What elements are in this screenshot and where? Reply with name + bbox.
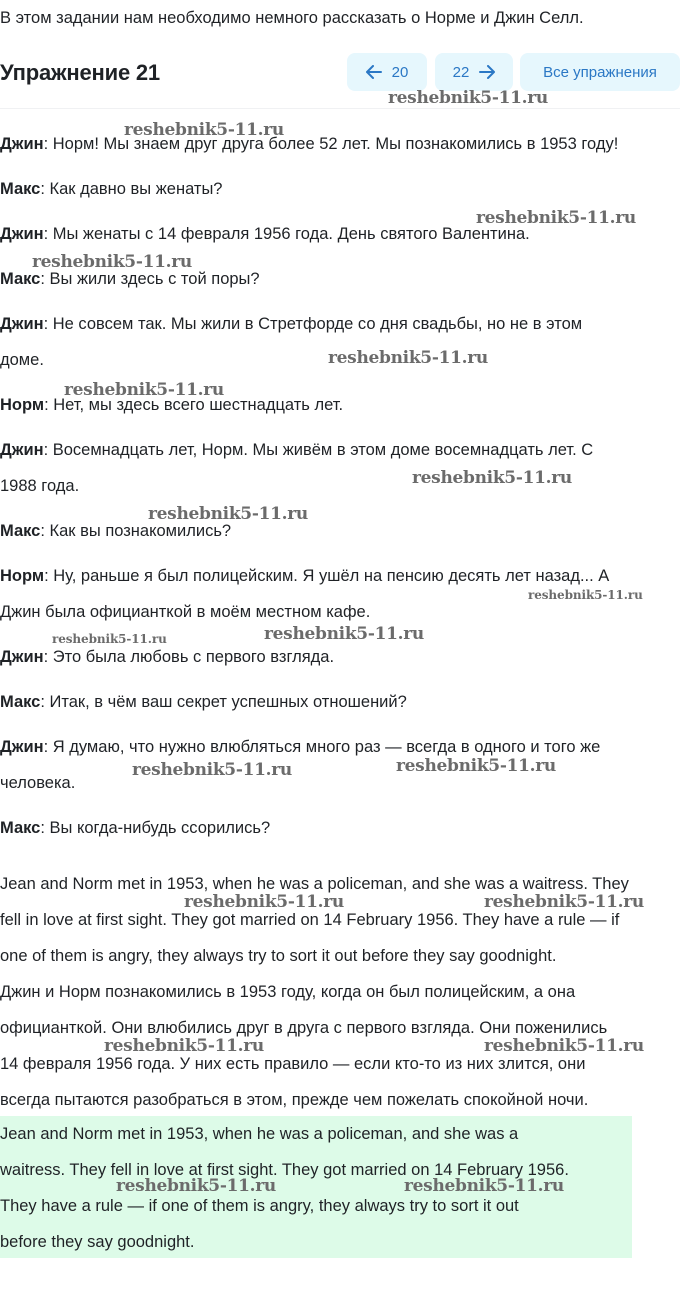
watermark: reshebnik5-11.ru bbox=[132, 760, 292, 780]
dialogue-text: : Ну, раньше я был полицейским. Я ушёл на пенсию десять лет назад... А bbox=[44, 567, 610, 585]
dialogue-text: : Вы когда-нибудь ссорились? bbox=[40, 819, 271, 837]
watermark: reshebnik5-11.ru bbox=[32, 252, 192, 272]
next-exercise-button[interactable] bbox=[435, 53, 513, 91]
speaker-name: Джин bbox=[0, 648, 44, 666]
watermark: reshebnik5-11.ru bbox=[396, 756, 556, 776]
speaker-name: Макс bbox=[0, 693, 41, 711]
watermark: reshebnik5-11.ru bbox=[148, 504, 308, 524]
watermark: reshebnik5-11.ru bbox=[64, 380, 224, 400]
dialogue-text: : Не совсем так. Мы жили в Стретфорде со дня свадьбы, но не в этом bbox=[43, 315, 583, 333]
dialogue-text: : Норм! Мы знаем друг друга более 52 лет. Мы познакомились в 1953 году! bbox=[43, 135, 619, 153]
dialogue-text: : Вы жили здесь с той поры? bbox=[40, 270, 260, 288]
dialogue-text: : Мы женаты с 14 февраля 1956 года. День святого Валентина. bbox=[43, 225, 530, 243]
header-divider bbox=[0, 108, 680, 109]
speaker-name: Джин bbox=[0, 315, 44, 333]
dialogue-text: : Как давно вы женаты? bbox=[40, 180, 223, 198]
speaker-name: Макс bbox=[0, 819, 41, 837]
watermark: reshebnik5-11.ru bbox=[388, 88, 548, 108]
dialogue-text: : Я думаю, что нужно влюбляться много раз — всегда в одного и того же bbox=[43, 738, 601, 756]
dialogue-line bbox=[0, 438, 593, 462]
speaker-name: Джин bbox=[0, 135, 44, 153]
all-exercises-button[interactable]: Все упражнения bbox=[520, 53, 680, 91]
answer-line: They have a rule — if one of them is angry, they always try to sort it out bbox=[0, 1197, 519, 1215]
speaker-name: Макс bbox=[0, 180, 41, 198]
speaker-name: Джин bbox=[0, 225, 44, 243]
answer-line: waitress. They fell in love at first sight. They got married on 14 February 1956. bbox=[0, 1161, 569, 1179]
dialogue-line-continuation: Джин была официанткой в моём местном кафе. bbox=[0, 603, 371, 621]
watermark: reshebnik5-11.ru bbox=[116, 1176, 276, 1196]
watermark: reshebnik5-11.ru bbox=[52, 632, 167, 646]
watermark: reshebnik5-11.ru bbox=[124, 120, 284, 140]
watermark: reshebnik5-11.ru bbox=[484, 892, 644, 912]
exercise-header bbox=[0, 50, 680, 96]
watermark: reshebnik5-11.ru bbox=[528, 588, 643, 602]
dialogue-line bbox=[0, 564, 609, 588]
dialogue-text: : Нет, мы здесь всего шестнадцать лет. bbox=[44, 396, 344, 414]
dialogue-line bbox=[0, 222, 530, 246]
watermark: reshebnik5-11.ru bbox=[184, 892, 344, 912]
dialogue-line bbox=[0, 177, 223, 201]
russian-translation-line: Джин и Норм познакомились в 1953 году, когда он был полицейским, а она bbox=[0, 983, 576, 1001]
dialogue-line bbox=[0, 816, 270, 840]
speaker-name: Норм bbox=[0, 396, 45, 414]
watermark: reshebnik5-11.ru bbox=[476, 208, 636, 228]
dialogue-line-continuation: доме. bbox=[0, 351, 44, 369]
dialogue-line-continuation: 1988 года. bbox=[0, 477, 80, 495]
speaker-name: Норм bbox=[0, 567, 45, 585]
watermark: reshebnik5-11.ru bbox=[404, 1176, 564, 1196]
russian-translation-line: официанткой. Они влюбились друг в друга с первого взгляда. Они поженились bbox=[0, 1019, 608, 1037]
english-summary-line: Jean and Norm met in 1953, when he was a policeman, and she was a waitress. They bbox=[0, 875, 629, 893]
dialogue-text: : Это была любовь с первого взгляда. bbox=[43, 648, 335, 666]
dialogue-text: : Восемнадцать лет, Норм. Мы живём в этом доме восемнадцать лет. С bbox=[43, 441, 594, 459]
watermark: reshebnik5-11.ru bbox=[484, 1036, 644, 1056]
watermark: reshebnik5-11.ru bbox=[328, 348, 488, 368]
russian-translation-line: 14 февраля 1956 года. У них есть правило — если кто-то из них злится, они bbox=[0, 1055, 586, 1073]
arrow-left-icon bbox=[366, 65, 382, 79]
dialogue-line bbox=[0, 690, 407, 714]
watermark: reshebnik5-11.ru bbox=[412, 468, 572, 488]
prev-exercise-label: 20 bbox=[391, 63, 409, 81]
watermark: reshebnik5-11.ru bbox=[104, 1036, 264, 1056]
arrow-right-icon bbox=[479, 65, 495, 79]
prev-exercise-button[interactable] bbox=[347, 53, 427, 91]
answer-line: Jean and Norm met in 1953, when he was a policeman, and she was a bbox=[0, 1125, 519, 1143]
dialogue-line bbox=[0, 132, 618, 156]
dialogue-text: : Итак, в чём ваш секрет успешных отношений? bbox=[40, 693, 407, 711]
next-exercise-label: 22 bbox=[452, 63, 470, 81]
watermark: reshebnik5-11.ru bbox=[264, 624, 424, 644]
dialogue-line bbox=[0, 645, 334, 669]
speaker-name: Джин bbox=[0, 441, 44, 459]
answer-line: before they say goodnight. bbox=[0, 1233, 195, 1251]
dialogue-text: : Как вы познакомились? bbox=[40, 522, 232, 540]
speaker-name: Макс bbox=[0, 522, 41, 540]
speaker-name: Джин bbox=[0, 738, 44, 756]
russian-translation-line: всегда пытаются разобраться в этом, прежде чем пожелать спокойной ночи. bbox=[0, 1091, 589, 1109]
english-summary-line: one of them is angry, they always try to sort it out before they say goodnight. bbox=[0, 947, 557, 965]
dialogue-line-continuation: человека. bbox=[0, 774, 76, 792]
english-summary-line: fell in love at first sight. They got married on 14 February 1956. They have a rule — if bbox=[0, 911, 620, 929]
page-title: Упражнение 21 bbox=[0, 60, 160, 85]
dialogue-line bbox=[0, 312, 582, 336]
intro-text: В этом задании нам необходимо немного рассказать о Норме и Джин Селл. bbox=[0, 9, 584, 27]
speaker-name: Макс bbox=[0, 270, 41, 288]
